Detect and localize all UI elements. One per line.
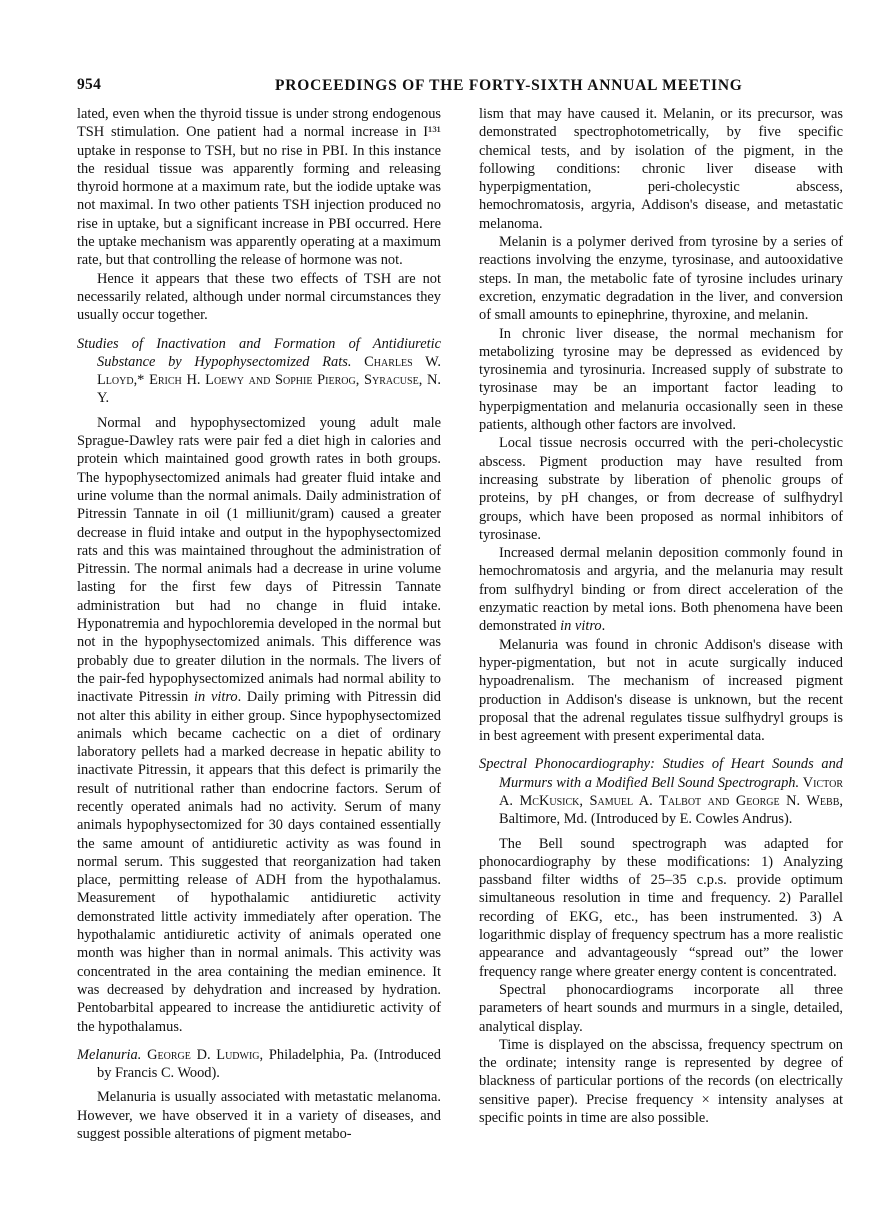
abstract-place: , Philadelphia, Pa. (Introduced by Francis C. Wood). — [97, 1046, 441, 1082]
text-columns — [77, 105, 843, 1185]
paragraph: Spectral phonocardiograms incorporate all three parameters of heart sounds and murmurs in a single, detailed, analytical display. — [479, 981, 843, 1035]
abstract-authors: Charles W. Lloyd,* Erich H. Loewy and Sophie Pierog, Syracuse, N. Y. — [97, 353, 441, 407]
paragraph: Local tissue necrosis occurred with the peri-cholecystic abscess. Pigment production may have resulted from increasing substrate by liberation of phenolic groups of proteins, by pH changes, or from decrease of sulfhydryl groups, which have been proposed as normal inhibitors of tyrosinase. — [479, 435, 843, 543]
journal-title: PROCEEDINGS OF THE FORTY-SIXTH ANNUAL MEETING — [275, 77, 743, 94]
abstract-heading-phonocardiography — [479, 755, 843, 828]
abstract-place: , Baltimore, Md. (Introduced by E. Cowles Andrus). — [499, 792, 843, 828]
text-run-italic: in vitro — [194, 689, 238, 706]
abstract-authors: Victor A. McKusick, Samuel A. Talbot and George N. Webb — [499, 774, 843, 809]
paragraph: Melanin is a polymer derived from tyrosine by a series of reactions involving the enzyme, tyrosinase, and autooxidative steps. In man, the metabolic fate of tyrosine includes urinary excretion, enzymatic degradation in the liver, and conversion of small amounts to epinephrine, thyroxine, and melanin. — [479, 234, 843, 324]
page-number: 954 — [77, 76, 102, 93]
paragraph: Melanuria is usually associated with metastatic melanoma. However, we have observed it in a variety of diseases, and suggest possible alterations of pigment metabo- — [77, 1089, 441, 1143]
abstract-title: Studies of Inactivation and Formation of Antidiuretic Substance by Hypophysectomized Rats. — [77, 335, 441, 370]
paragraph: Hence it appears that these two effects of TSH are not necessarily related, although under normal circumstances they usually occur together. — [77, 270, 441, 324]
paragraph: Time is displayed on the abscissa, frequency spectrum on the ordinate; intensity range is represented by degree of blackness of particular portions of the records (on electrically sensitive paper). Precise frequency × intensity analyses at specific points in time are also possible. — [479, 1036, 843, 1127]
text-run: Increased dermal melanin deposition commonly found in hemochromatosis and argyria, and the melanuria may result from sulfhydryl binding or from direct acceleration of the enzymatic reaction by metal ions. Both phenomena have been demonstrated — [479, 545, 843, 635]
text-run: . Daily priming with Pitressin did not alter this ability in either group. Since hypophysectomized animals which became cachectic on a diet of ordinary laboratory pellets had a marked decrease in hepatic ability to inactivate Pitressin, it appears that this defect is primarily the result of nutritional rather than endocrine factors. Serum of recently operated animals had no activity. Serum of many animals hypophysectomized for 30 days contained essentially the same amount of antidiuretic activity as was found in normal serum. This suggested that reorganization had taken place, permitting release of ADH from the hypothalamus. Measurement of hypothalamic antidiuretic activity demonstrated little activity immediately after operation. The hypothalamic antidiuretic activity of animals operated one month was higher than in normal animals. This activity was concentrated in the area containing the median eminence. It was decreased by dehydration and increased by hydration. Pentobarbital appeared to increase the antidiuretic activity of the hypothalamus. — [77, 689, 441, 1035]
paragraph: lism that may have caused it. Melanin, or its precursor, was demonstrated spectrophotometrically, by five specific chemical tests, and by isolation of the pigment, in the following conditions: chronic liver disease with hyperpigmentation, peri-cholecystic abscess, hemochromatosis, argyria, Addison's disease, and metastatic melanoma. — [479, 106, 843, 232]
abstract-title: Melanuria. — [77, 1046, 142, 1063]
paragraph: Melanuria was found in chronic Addison's disease with hyper-pigmentation, but not in acute surgically induced hypoadrenalism. The mechanism of increased pigment production in Addison's disease is unknown, but the recent proposal that the adrenal regulates tissue sulfhydryl groups is in best agreement with present experimental data. — [479, 636, 843, 745]
paragraph — [479, 544, 843, 635]
running-head — [77, 76, 842, 98]
paragraph: In chronic liver disease, the normal mechanism for metabolizing tyrosine may be depressed as evidenced by tyrosinemia and tyrosinuria. Increased supply of substrate to tyrosinase may be an important factor leading to hyperpigmentation and melanuria occasionally seen in these patients, although other factors are involved. — [479, 325, 843, 434]
left-column — [77, 105, 441, 1143]
text-run-italic: in vitro — [560, 618, 602, 635]
abstract-heading-melanuria — [77, 1046, 441, 1083]
abstract-title: Spectral Phonocardiography: Studies of Heart Sounds and Murmurs with a Modified Bell Sound Spectrograph. — [479, 756, 843, 791]
text-run: . — [601, 618, 606, 635]
paragraph: The Bell sound spectrograph was adapted for phonocardiography by these modifications: 1) Analyzing passband filter widths of 25–35 c.p.s. provide optimum simultaneous resolution in time and frequency. 2) Parallel recording of EKG, etc., has been instrumented. 3) A logarithmic display of frequency spectrum has a more realistic appearance and advantageously “spread out” the lower frequency range where greater energy content is concentrated. — [479, 835, 843, 980]
text-run: Normal and hypophysectomized young adult male Sprague-Dawley rats were pair fed a diet high in calories and protein which maintained good growth rates in both groups. The hypophysectomized animals had greater fluid intake and urine volume than the normal animals. Daily administration of Pitressin Tannate in oil (1 milliunit/gram) caused a greater decrease in fluid intake and output in the hypophysectomized rats and this was maintained throughout the administration of Pitressin. The normal animals had a decrease in urine volume lasting for the first few days of Pitressin Tannate administration but had no change in fluid intake. Hyponatremia and hypochloremia developed in the normal but not in the hypophysectomized animals. This difference was probably due to greater dilution in the normals. The livers of the pair-fed hypophysectomized animals had normal ability to inactivate Pitressin — [77, 414, 441, 706]
paragraph: lated, even when the thyroid tissue is under strong endogenous TSH stimulation. One patient had a normal increase in I¹³¹ uptake in response to TSH, but no rise in PBI. In this instance the residual tissue was apparently forming and releasing thyroid hormone at a maximum rate, but the iodide uptake was not maximal. In two other patients TSH injection produced no rise in uptake, but a significant increase in PBI occurred. Here the uptake mechanism was apparently operating at a maximum rate, but that controlling the release of hormone was not. — [77, 106, 441, 269]
right-column — [479, 105, 843, 1127]
paragraph — [77, 414, 441, 1036]
abstract-authors: George D. Ludwig — [147, 1046, 260, 1063]
abstract-heading-antidiuretic — [77, 335, 441, 408]
